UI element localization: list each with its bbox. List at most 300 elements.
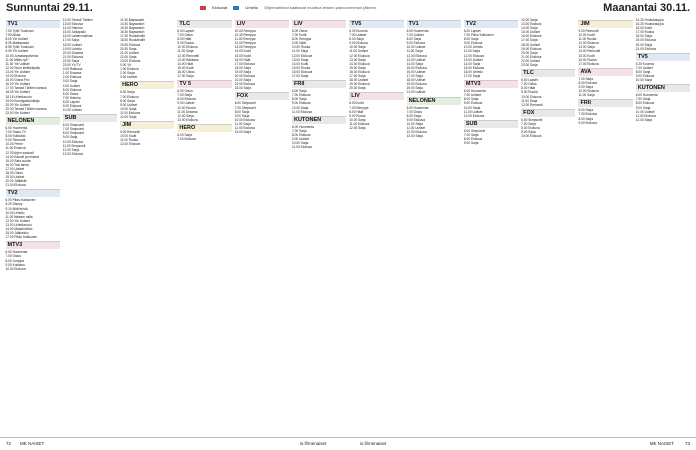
legend	[200, 5, 377, 10]
program-listing: 6.00 Ostos	[291, 29, 308, 33]
program-listing: 6.00 Lapset	[521, 78, 538, 83]
program-listing: 6.00 Huomenta	[406, 105, 429, 110]
program-listing: 7.00 Uutiset	[463, 93, 481, 98]
program-listing: 13.00 Sarja	[234, 130, 251, 135]
program-listing: 7.00 Sarja	[291, 128, 307, 133]
program-listing: 10.00 Kodit	[578, 33, 595, 38]
program-listing: 6.00 Simpsonit	[234, 101, 256, 106]
program-listing: 10.00 Perhe	[5, 142, 23, 147]
program-listing: 12.00 Elokuva	[349, 53, 370, 58]
program-listing: 20.00 Sarja	[406, 86, 423, 91]
program-listing: 6.00 Simpsonit	[521, 117, 543, 122]
program-listing: 8.05 Matkasadut	[5, 41, 30, 46]
program-listing: 10.00 Ruoka	[177, 105, 196, 110]
program-listing: 9.00 Elokuva	[635, 74, 655, 79]
program-listing: 9.00 Ruoka	[349, 113, 366, 118]
program-listing: 9.00 Sarja	[234, 113, 250, 118]
program-listing: 18.00 Uutiset	[521, 42, 540, 47]
program-listing: 15.30 Huutokauppa	[635, 22, 664, 27]
program-listing: 10.00 Sarja	[635, 78, 653, 83]
channel-header: SUB	[464, 120, 518, 128]
program-listing: 12.00 Sarja	[177, 113, 194, 118]
schedule-column	[348, 18, 405, 436]
program-listing: 6.00 Sarja	[120, 90, 135, 95]
program-listing: 20.00 Sarja	[521, 50, 538, 55]
program-listing: 16.00 Ruoka	[578, 57, 597, 62]
schedule-column	[577, 18, 634, 436]
program-listing: 12.00 Elokuva	[463, 53, 485, 58]
program-listing: 13.00 Elokuva	[62, 151, 83, 156]
program-listing: 11.00 Uutiset	[349, 49, 368, 54]
page-number-right: 73	[684, 441, 690, 446]
program-listing: 7.00 Simpsonit	[62, 127, 84, 132]
program-listing: 8.00 Sarja	[406, 37, 422, 42]
program-listing: 13.00 Elokuva	[521, 22, 542, 27]
program-listing: 11.00 Uutiset	[463, 109, 483, 114]
program-listing: 16.00 Elokuva	[349, 69, 370, 74]
program-listing: 7.00 Sarja	[463, 132, 479, 137]
program-listing: 17.00 Sarja	[349, 74, 366, 79]
program-listing: 23.00 Yö-TV	[62, 63, 81, 68]
program-listing: 9.00 Sarja	[578, 85, 593, 90]
program-listing: 16.00 Elokuva	[291, 69, 313, 74]
program-listing: 13.00 Uutiset	[463, 57, 483, 62]
program-listing: 8.00 Elokuva	[578, 80, 597, 85]
program-listing: 14.00 Sarja	[406, 61, 423, 66]
program-listing: 9.00 Elokuva	[406, 117, 426, 122]
program-listing: 22.00 Elokuva	[234, 82, 255, 87]
program-listing: 11.00 Sarja	[463, 49, 480, 54]
program-listing: 18.00 Sarja	[635, 34, 653, 39]
program-listing: 17.00 Sarja	[463, 74, 481, 79]
program-listing: 0.00 Rakkaus	[62, 67, 83, 72]
program-listing: 0.00 Yö	[120, 63, 132, 68]
channel-header: FRII	[578, 99, 632, 107]
channel-header: LIV	[235, 20, 289, 28]
program-listing: 20.00 Sarja	[349, 86, 366, 91]
program-listing: 15.30 Bayswatch	[120, 26, 145, 31]
page-number-left: 72	[6, 441, 12, 446]
program-listing: 21.00 Elokuva	[521, 54, 542, 59]
program-listing: 10.00 Jumalanpalvelus	[5, 53, 39, 58]
program-listing: 12.00 Elokuva	[406, 130, 427, 135]
program-listing: 11.00 Elokuva	[5, 146, 26, 151]
schedule-column	[4, 18, 61, 436]
program-listing: 10.00 Urheilu	[5, 210, 25, 215]
program-listing: 8.00 Elokuva	[635, 101, 655, 106]
program-listing: 13.00 Yle Uutiset	[5, 69, 30, 74]
program-listing: 14.00 Sarja	[521, 26, 538, 31]
program-listing: 10.30 Remppa	[234, 33, 256, 38]
channel-header: MTV3	[6, 241, 60, 249]
program-listing: 8.00 Häät	[521, 86, 535, 91]
program-listing: 17.30 Ruokahallit	[120, 34, 145, 39]
program-listing: 12.00 Yle Uutiset	[5, 218, 30, 223]
program-listing: 12.00 Remppa	[234, 41, 256, 46]
program-listing: 3.00 Sarja	[62, 79, 78, 84]
program-listing: 19.00 Elokuva	[349, 82, 370, 87]
program-listing: 9.00 Sarja	[521, 130, 536, 135]
program-listing: 18.00 Yle Uutiset	[5, 90, 30, 95]
program-listing: 10.00 Sarja	[349, 117, 366, 122]
program-listing: 14.00 Historia	[62, 26, 83, 31]
page-footer	[0, 437, 696, 450]
program-listing: 7.00 Historia	[62, 95, 81, 100]
program-listing: 21.00 Sarja	[234, 78, 251, 83]
program-listing: 15.00 Sata vuotta	[5, 158, 31, 163]
program-listing: 22.00 Uutiset	[521, 58, 540, 63]
program-listing: 22.00 Sarja	[62, 58, 80, 63]
program-listing: 11.00 Sarja	[521, 98, 538, 103]
program-listing: 10.00 Sarja	[291, 141, 309, 146]
program-listing: 8.00 Sarja	[406, 113, 422, 118]
program-listing: 11.00 Sarja	[578, 93, 595, 98]
program-listing: 7.00 Elokuva	[177, 136, 196, 141]
program-listing: 21.00 Uutiset	[406, 90, 426, 95]
channel-header: LIV	[292, 20, 346, 28]
program-listing: 8.00 Elokuva	[291, 132, 311, 137]
program-listing: 17.00 Ruoka	[635, 30, 654, 35]
program-listing: 9.00 Elokuva	[62, 103, 82, 108]
program-listing: 11.00 Elokuva	[349, 121, 370, 126]
program-listing: 12.00 Sarja	[120, 114, 137, 119]
channel-header: FRII	[292, 80, 346, 88]
program-listing: 12.00 Sarja	[349, 125, 366, 130]
program-listing: 11.30 Yle Uutiset	[5, 61, 30, 66]
program-listing: 8.00 Häät	[177, 37, 192, 42]
program-listing: 18.00 Uutiset	[349, 78, 369, 83]
program-listing: 17.00 Sarja	[177, 74, 194, 79]
program-listing: 13.00 Rakkaus	[177, 57, 199, 62]
program-listing: 19.00 Uutiset	[5, 175, 25, 180]
program-listing: 12.00 Elokuva	[578, 41, 599, 46]
program-listing: 9.00 Remontti	[578, 29, 599, 33]
program-listing: 6.00 Sarja	[578, 108, 593, 113]
channel-header: TV5	[349, 20, 403, 28]
program-listing: 11.00 Elokuva	[635, 113, 656, 118]
schedule-column	[290, 18, 347, 436]
program-listing: 3.00 Uutiset	[120, 75, 138, 80]
program-listing: 7.00 Ostos	[5, 254, 21, 259]
program-listing: 9.00 Elokuva	[349, 41, 368, 46]
program-listing: 4.00 Uutiset	[62, 83, 80, 88]
channel-header: KUTONEN	[636, 84, 690, 92]
program-listing: 15.00 Kodit	[177, 65, 194, 70]
program-listing: 7.00 Tyttö Tuulivuori	[5, 29, 34, 33]
program-listing: 21.00 Elokuva	[62, 54, 83, 59]
program-listing: 13.00 Sarja	[406, 134, 423, 139]
program-listing: 15.00 Elokuva	[406, 65, 427, 70]
channel-header: TV2	[6, 189, 60, 197]
program-listing: 19.30 Elokuva	[120, 42, 141, 47]
program-listing: 18.00 Sarja	[234, 65, 251, 70]
program-listing: 10.00 Uutiset	[635, 109, 655, 114]
program-listing: 8.00 Sarja	[635, 69, 651, 74]
program-listing: 11.00 Simpsonit	[62, 143, 86, 148]
program-listing: 11.00 Elokuva	[291, 145, 312, 150]
schedule-column	[634, 18, 691, 436]
program-listing: 12.00 Elokuva	[291, 53, 313, 58]
channel-header: AVA	[578, 68, 632, 76]
program-listing: 12.00 Elokuva	[463, 113, 485, 118]
program-listing: 10.00 Kodit	[120, 134, 137, 139]
program-listing: 11.00 Ruoka	[120, 138, 138, 143]
program-listing: 6.00 Kodit	[349, 101, 364, 106]
footer-brand-right: ME NAISET	[649, 441, 674, 446]
channel-header: TLC	[521, 69, 575, 77]
program-listing: 15.00 Kodit	[578, 53, 595, 58]
program-listing: 14.00 Kodit	[291, 61, 309, 66]
program-listing: 15.00 Jalkapallo	[62, 30, 86, 35]
program-listing: 7.00 Sarja	[177, 93, 192, 98]
program-listing: 16.00 Kodit	[635, 26, 652, 31]
channel-header: HERO	[177, 124, 231, 132]
program-listing: 17.00 Sarja	[521, 38, 538, 43]
program-listing: 9.00 Elokuva	[291, 101, 311, 106]
program-listing: 12.00 Sarja	[521, 18, 538, 22]
program-listing: 9.00 Elokuva	[463, 101, 483, 106]
channel-header: HERO	[120, 81, 174, 89]
program-listing: 15.00 Kodit	[234, 53, 251, 58]
program-listing: 10.00 Remppa	[234, 29, 256, 33]
program-listing: 6.00 Pikku Kakkonen	[5, 198, 36, 203]
program-listing: 14.00 Häät	[177, 61, 193, 66]
program-listing: 6.00 Huomenta	[463, 89, 486, 94]
program-listing: 15.00 Uutiset	[521, 30, 540, 35]
program-listing: 9.00 Remontti	[5, 138, 26, 143]
program-listing: 17.00 Sarja	[62, 38, 80, 43]
channel-header: TLC	[177, 20, 231, 28]
program-listing: 21.00 Uutiset	[120, 50, 139, 55]
program-listing: 6.00 Huomenta	[291, 124, 314, 129]
program-listing: 6.00 Sarja	[291, 89, 307, 94]
program-listing: 16.00 Ostos	[177, 69, 195, 74]
program-listing: 9.00 Sarja	[635, 105, 651, 110]
program-listing: 5.00 Elokuva	[62, 87, 82, 92]
program-listing: 17.00 Tanssii Tähtien kanssa	[5, 86, 47, 91]
program-listing: 18.00 Uutiset	[62, 42, 82, 47]
program-listing: 12.00 Sarja	[62, 147, 80, 152]
program-listing: 9.00 Ruoka	[177, 41, 194, 46]
footer-url-left: is.fi/menaiset	[300, 441, 327, 446]
program-listing: 8.00 Sarja	[120, 98, 135, 103]
program-listing: 13.00 Sarja	[349, 57, 366, 62]
program-listing: 17.00 Sarja	[291, 74, 309, 79]
legend-swatch-movies	[200, 6, 206, 10]
program-listing: 7.00 Uutiset	[349, 33, 367, 38]
schedule-column	[233, 18, 290, 436]
program-listing: 18.00 Uutiset	[406, 78, 426, 83]
page-title-right: Maanantai 30.11.	[603, 2, 690, 14]
program-listing: 16.00 Uutiset	[406, 69, 426, 74]
program-listing: 7.00 Sarja	[521, 121, 536, 126]
program-listing: 2.00 Elokuva	[62, 75, 82, 80]
program-listing: 13.00 Uutiset	[406, 57, 426, 62]
program-listing: 18.00 Ostos	[5, 171, 23, 175]
program-listing: 8.00 Yle Uutiset	[5, 37, 28, 42]
program-listing: 10.00 Sarja	[349, 45, 366, 50]
program-listing: 14.00 Elokuva	[5, 74, 26, 79]
program-listing: 11.00 Elokuva	[120, 110, 141, 115]
program-listing: 6.00 Simpsonit	[463, 128, 485, 133]
program-listing: 21.00 Elokuva	[5, 183, 26, 188]
program-listing: 1.00 Elokuva	[120, 67, 139, 72]
program-listing: 12.00 Elokuva	[406, 53, 427, 58]
program-listing: 18.15 Urheiluruutu	[5, 94, 32, 99]
program-listing: 9.00 Uutiset	[291, 136, 309, 141]
program-listing: 9.00 Uutiset	[177, 101, 195, 106]
program-listing: 14.00 Kauniit ja rohkeat	[5, 154, 39, 159]
program-listing: 20.00 Yle Uutiset	[5, 102, 30, 107]
program-listing: 7.00 Sarja	[635, 97, 651, 102]
program-listing: 6.25 Kuorma	[635, 61, 655, 66]
program-listing: 12.00 Remontti	[521, 102, 543, 107]
channel-header: JIM	[578, 20, 632, 28]
channel-header: TV 5	[177, 80, 231, 88]
legend-label-sports: Urheilu	[245, 5, 259, 10]
program-listing: 7.00 Kodit	[291, 33, 307, 38]
program-listing: 19.00 Urheilu	[62, 46, 82, 51]
program-listing: 9.00 Häät	[291, 41, 306, 46]
program-listing: 11.00 Mitäs nyt?	[5, 57, 29, 62]
program-listing: 9.00 Uutiset	[120, 102, 138, 107]
program-listing: 14.30 Huutokauppa	[635, 18, 664, 22]
program-listing: 17.00 Uutiset	[5, 166, 25, 171]
program-listing: 10.00 Elokuva	[177, 45, 198, 50]
program-listing: 10.00 Urheilu	[463, 45, 483, 50]
program-listing: 9.05 Yle Uutiset	[5, 49, 28, 54]
program-listing: 7.00 Elokuva	[120, 94, 139, 99]
program-listing: 6.00 Kuorma	[349, 29, 368, 33]
page-title-left: Sunnuntai 29.11.	[6, 2, 93, 14]
program-listing: 7.00 Pikku Kakkonen	[463, 33, 494, 38]
program-listing: 14.00 Kodit	[234, 49, 251, 54]
program-listing: 6.00 Ostos	[62, 91, 79, 96]
program-listing: 8.00 Lapset	[62, 99, 80, 104]
program-listing: 14.00 Maastohiihto	[5, 227, 33, 232]
program-listing: 21.00 Elokuva	[635, 46, 656, 51]
channel-header: MTV3	[464, 80, 518, 88]
schedule-columns	[4, 18, 692, 436]
program-listing: 7.00 Sarja	[578, 76, 593, 81]
program-listing: 12.00 Elokuva	[120, 142, 141, 147]
program-listing: 6.00 Huomenta	[5, 125, 28, 130]
program-listing: 11.30 Bayswatch	[120, 18, 145, 22]
program-listing: 16.00 Tosi tarina	[5, 162, 29, 167]
program-listing: 8.00 Sarja	[463, 37, 479, 42]
program-listing: 6.00 Huomenta	[635, 93, 658, 98]
program-listing: 12.00 Suuri keittokilpailu	[5, 65, 41, 70]
program-listing: 9.00 Remontti	[120, 130, 140, 135]
program-listing: 14.00 Remontti	[578, 49, 601, 54]
program-listing: 11.00 Sarja	[234, 121, 251, 126]
program-listing: 15.00 Jääkiekko	[5, 231, 29, 236]
program-listing: 15.00 Ruoka	[291, 65, 311, 70]
footer-brand-left: ME NAISET	[20, 441, 45, 446]
program-listing: 10.00 Elokuva	[5, 266, 26, 271]
program-listing: 11.00 Uutiset	[406, 125, 426, 130]
program-listing: 7.00 Ostos	[406, 109, 422, 114]
program-listing: 12.00 Remontti	[177, 53, 200, 58]
program-listing: 13.00 Sarja	[291, 57, 309, 62]
program-listing: 20.00 Sarja	[635, 42, 653, 47]
program-listing: 22.00 Sarja	[120, 54, 137, 59]
program-listing: 8.00 Sarja	[349, 37, 364, 42]
program-listing: 9.00 Elokuva	[578, 120, 597, 125]
program-listing: 16.00 Lastenohjelma	[62, 34, 93, 39]
program-listing: 10.00 Sarja	[120, 106, 137, 111]
program-listing: 10.00 Uutiset	[406, 45, 426, 50]
program-listing: 19.00 Sarja	[234, 69, 251, 74]
program-listing: 20.00 Elokuva	[234, 74, 255, 79]
program-listing: 11.00 Sarja	[177, 49, 194, 54]
program-listing: 20.30 Tanssii Tähtien kanssa	[5, 106, 47, 111]
program-listing: 20.00 Jäätävät	[5, 179, 27, 184]
program-listing: 8.20 Disney	[5, 202, 23, 207]
program-listing: 20.30 Sarja	[120, 46, 137, 51]
program-listing: 10.00 Sarja	[406, 121, 423, 126]
legend-swatch-sports	[233, 6, 239, 10]
program-listing: 7.00 Ostos-TV	[5, 130, 27, 135]
program-listing: 15.00 Elokuva	[463, 65, 485, 70]
program-listing: 10.00 Elokuva	[62, 139, 83, 144]
program-listing: 17.00 Elokuva	[234, 61, 255, 66]
schedule-column	[61, 18, 118, 436]
program-listing: 7.00 Uutiset	[406, 33, 424, 38]
program-listing: 10.00 Sarja	[291, 105, 309, 110]
program-listing: 8.00 Sarja	[291, 97, 307, 102]
program-listing: 19.00 Kuningaskuluttaja	[5, 98, 40, 103]
program-listing: 9.00 Ruoka	[521, 90, 538, 95]
channel-header: FOX	[235, 92, 289, 100]
program-listing: 1.00 Draama	[62, 71, 82, 76]
program-listing: 16.20 Yle Uutiset	[5, 82, 30, 87]
channel-header: TV1	[407, 20, 461, 28]
program-listing: 7.00 Ostos	[521, 82, 537, 87]
program-listing: 10.00 Elokuva	[578, 89, 599, 94]
program-listing: 13.00 Remppa	[234, 45, 256, 50]
program-listing: 14.30 Bayswatch	[120, 22, 145, 27]
program-listing: 18.30 Ruokahallit	[120, 38, 145, 43]
program-listing: 17.00 Elokuva	[578, 61, 599, 66]
schedule-column	[520, 18, 577, 436]
program-listing: 13.00 Elokuva	[177, 117, 198, 122]
program-listing: 10.00 Uutiset	[62, 108, 82, 113]
program-listing: 6.00 Lapset	[463, 29, 481, 33]
program-listing: 8.00 Simpsonit	[62, 131, 84, 136]
program-listing: 6.00 Lapset	[177, 29, 195, 33]
program-listing: 9.00 Kokkaus	[5, 262, 25, 267]
program-listing: 12.00 Tanssii Tähtien	[62, 18, 93, 22]
program-listing: 13.00 Sarja	[578, 45, 595, 50]
program-listing: 9.00 Sarja	[463, 141, 479, 146]
program-listing: 11.00 Ruoka	[578, 37, 597, 42]
program-listing: 17.00 Pikku Kakkonen	[5, 235, 38, 240]
program-listing: 13.00 Elokuva	[62, 22, 83, 27]
program-listing: 8.55 Tyttö Tuulivuori	[5, 45, 34, 50]
program-listing: 8.00 Sarja	[578, 116, 593, 121]
program-listing: 12.00 Elokuva	[234, 125, 255, 130]
program-listing: 19.00 Elokuva	[635, 38, 656, 43]
program-listing: 12.30 Arjen sankarit	[5, 150, 34, 155]
program-listing: 10.00 Ruoka	[291, 45, 311, 50]
program-listing: 8.00 Elokuva	[521, 125, 540, 130]
program-listing: 11.00 Sarja	[291, 49, 309, 54]
program-listing: 23.00 Elokuva	[120, 58, 141, 63]
channel-header: TV5	[636, 53, 690, 61]
program-listing: 9.10 Mitä tehdä	[5, 206, 28, 211]
schedule-column	[405, 18, 462, 436]
